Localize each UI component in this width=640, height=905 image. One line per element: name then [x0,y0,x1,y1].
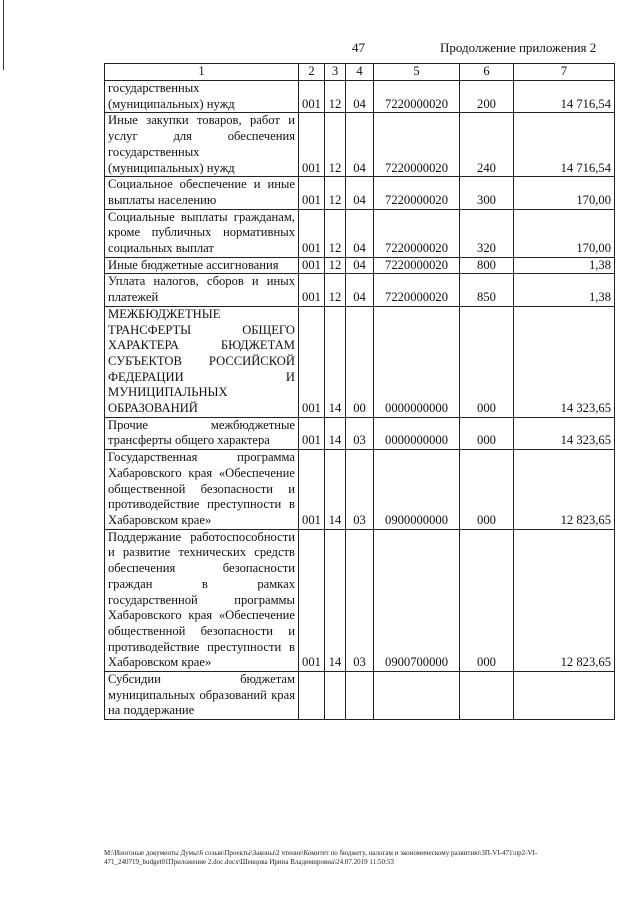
row-subsection: 04 [346,81,374,113]
row-target-article: 7220000020 [374,177,460,209]
column-header: 7 [514,64,615,81]
column-header: 2 [299,64,325,81]
row-name: Уплата налогов, сборов и иных платежей [105,274,299,306]
row-section: 14 [325,306,346,417]
table-row [105,274,615,306]
row-expense-type: 000 [460,529,514,671]
column-header: 6 [460,64,514,81]
row-name: Поддержание работоспособности и развитие технических средств обеспечения безопасности граждан в рамках государственной программы Хабаровского края «Обеспечение общественной безопасности и противодействие преступности в Хабаровском крае» [105,529,299,671]
row-subsection: 03 [346,417,374,449]
row-expense-type: 300 [460,177,514,209]
row-amount: 1,38 [514,257,615,274]
row-expense-type: 000 [460,450,514,530]
row-code [299,672,325,720]
column-header: 4 [346,64,374,81]
continuation-label: Продолжение приложения 2 [440,40,597,55]
row-code: 001 [299,306,325,417]
row-expense-type: 320 [460,209,514,257]
row-section: 12 [325,257,346,274]
table-row [105,417,615,449]
row-amount: 14 716,54 [514,81,615,113]
margin-rule [3,0,4,70]
row-name: Прочие межбюджетные трансферты общего характера [105,417,299,449]
row-name: Социальное обеспечение и иные выплаты населению [105,177,299,209]
row-target-article: 7220000020 [374,257,460,274]
row-subsection: 03 [346,529,374,671]
column-header: 3 [325,64,346,81]
row-target-article: 7220000020 [374,274,460,306]
table-row [105,81,615,113]
row-subsection: 04 [346,257,374,274]
row-code: 001 [299,209,325,257]
column-header: 1 [105,64,299,81]
row-expense-type: 240 [460,113,514,177]
row-amount: 12 823,65 [514,450,615,530]
row-name: Иные бюджетные ассигнования [105,257,299,274]
row-code: 001 [299,81,325,113]
row-name: Социальные выплаты гражданам, кроме публичных нормативных социальных выплат [105,209,299,257]
row-amount: 1,38 [514,274,615,306]
row-amount: 14 323,65 [514,306,615,417]
table-row [105,306,615,417]
table-row [105,113,615,177]
row-amount: 12 823,65 [514,529,615,671]
row-target-article: 7220000020 [374,209,460,257]
header-row [105,64,615,81]
row-target-article: 0900000000 [374,450,460,530]
row-section: 14 [325,417,346,449]
budget-table [104,63,615,720]
row-name: государственных (муниципальных) нужд [105,81,299,113]
row-expense-type: 800 [460,257,514,274]
row-subsection: 00 [346,306,374,417]
row-target-article: 0000000000 [374,417,460,449]
row-amount: 170,00 [514,177,615,209]
row-expense-type [460,672,514,720]
document-path-footer: М:\Иногоные документы Думы\6 созыв\Проекты\Законы\2 чтение\Комитет по бюджету, налогам и экономическому развитию\ЗП-VI-471\пр2-VI-471_240719_budget01Приложение 2.doc.docx\Шевцова Ирина Владимировна\24.07.2019 11:50:53 [104,849,538,866]
row-expense-type: 200 [460,81,514,113]
row-name: МЕЖБЮДЖЕТНЫЕ ТРАНСФЕРТЫ ОБЩЕГО ХАРАКТЕРА БЮДЖЕТАМ СУБЪЕКТОВ РОССИЙСКОЙ ФЕДЕРАЦИИ И МУНИЦИПАЛЬНЫХ ОБРАЗОВАНИЙ [105,306,299,417]
row-section: 12 [325,177,346,209]
row-section: 12 [325,113,346,177]
row-section: 14 [325,529,346,671]
row-code: 001 [299,274,325,306]
row-section [325,672,346,720]
row-code: 001 [299,257,325,274]
row-code: 001 [299,417,325,449]
row-section: 12 [325,209,346,257]
row-target-article: 0000000000 [374,306,460,417]
table-row [105,209,615,257]
row-subsection: 03 [346,450,374,530]
table-row [105,177,615,209]
row-subsection: 04 [346,274,374,306]
row-code: 001 [299,450,325,530]
row-target-article: 7220000020 [374,81,460,113]
row-name: Субсидии бюджетам муниципальных образований края на поддержание [105,672,299,720]
row-section: 12 [325,81,346,113]
row-expense-type: 000 [460,306,514,417]
row-name: Иные закупки товаров, работ и услуг для обеспечения государственных (муниципальных) нужд [105,113,299,177]
row-subsection: 04 [346,113,374,177]
row-subsection [346,672,374,720]
row-code: 001 [299,177,325,209]
row-subsection: 04 [346,177,374,209]
table-row [105,257,615,274]
row-amount: 14 323,65 [514,417,615,449]
page-number: 47 [352,40,365,55]
row-amount: 170,00 [514,209,615,257]
row-section: 14 [325,450,346,530]
table-row [105,450,615,530]
column-header: 5 [374,64,460,81]
row-subsection: 04 [346,209,374,257]
row-section: 12 [325,274,346,306]
row-code: 001 [299,113,325,177]
row-name: Государственная программа Хабаровского края «Обеспечение общественной безопасности и противодействие преступности в Хабаровском крае» [105,450,299,530]
row-expense-type: 850 [460,274,514,306]
row-amount [514,672,615,720]
row-target-article: 7220000020 [374,113,460,177]
row-target-article [374,672,460,720]
row-expense-type: 000 [460,417,514,449]
row-target-article: 0900700000 [374,529,460,671]
row-amount: 14 716,54 [514,113,615,177]
table-row [105,529,615,671]
table-row [105,672,615,720]
row-code: 001 [299,529,325,671]
